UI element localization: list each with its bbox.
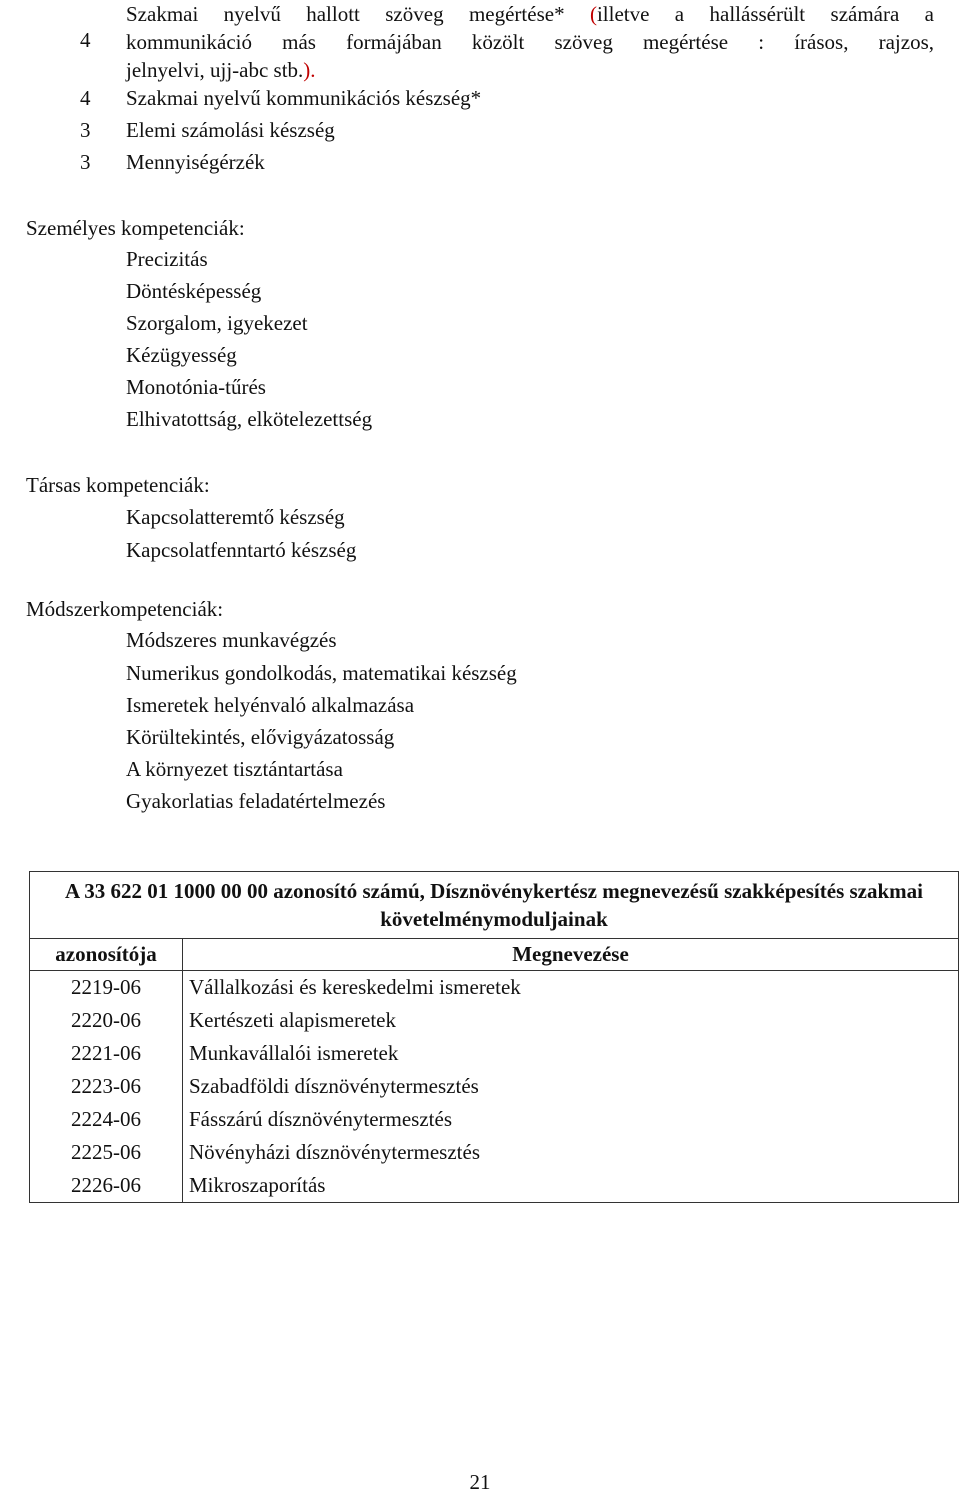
table-title: A 33 622 01 1000 00 00 azonosító számú, Dísznövénykertész megnevezésű szakképesítés szakmai követelménymoduljainak <box>30 872 959 939</box>
skill-label: Szakmai nyelvű kommunikációs készség* <box>126 86 482 110</box>
list-item: Numerikus gondolkodás, matematikai készség <box>126 661 517 685</box>
skill-line-3: jelnyelvi, ujj-abc stb.). <box>126 58 316 82</box>
red-parenthesis: ( <box>589 2 597 26</box>
module-code: 2219-06 <box>30 971 183 1005</box>
list-item: Elhivatottság, elkötelezettség <box>126 407 373 431</box>
table-row <box>30 1103 959 1136</box>
table-row <box>30 1037 959 1070</box>
skill-level: 4 <box>80 86 91 110</box>
skill-label: Elemi számolási készség <box>126 118 335 142</box>
table-row <box>30 1136 959 1169</box>
list-item: Döntésképesség <box>126 279 262 303</box>
module-code: 2223-06 <box>30 1070 183 1103</box>
module-code: 2225-06 <box>30 1136 183 1169</box>
list-item: Körültekintés, elővigyázatosság <box>126 725 395 749</box>
list-item: Monotónia-tűrés <box>126 375 266 399</box>
module-code: 2226-06 <box>30 1169 183 1203</box>
module-name: Kertészeti alapismeretek <box>183 1004 959 1037</box>
column-header-name: Megnevezése <box>183 939 959 971</box>
skill-line-1: Szakmai nyelvű hallott szöveg megértése* (illetve a hallássérült számára a <box>126 2 935 26</box>
modules-table <box>29 871 959 1203</box>
skill-label: Mennyiségérzék <box>126 150 265 174</box>
list-item: Szorgalom, igyekezet <box>126 311 308 335</box>
skill-paragraph <box>126 0 934 84</box>
skill-level: 4 <box>80 28 91 52</box>
list-item: Gyakorlatias feladatértelmezés <box>126 789 386 813</box>
column-header-id: azonosítója <box>30 939 183 971</box>
module-name: Munkavállalói ismeretek <box>183 1037 959 1070</box>
module-name: Növényházi dísznövénytermesztés <box>183 1136 959 1169</box>
section-heading-personal: Személyes kompetenciák: <box>26 216 245 240</box>
module-name: Mikroszaporítás <box>183 1169 959 1203</box>
module-name: Szabadföldi dísznövénytermesztés <box>183 1070 959 1103</box>
skill-level: 3 <box>80 118 91 142</box>
list-item: Kapcsolatfenntartó készség <box>126 538 357 562</box>
list-item: Precizitás <box>126 247 208 271</box>
skill-line-2: kommunikáció más formájában közölt szöveg megértése : írásos, rajzos, <box>126 30 934 54</box>
table-row <box>30 1004 959 1037</box>
red-parenthesis-close: ). <box>303 58 316 82</box>
list-item: Kézügyesség <box>126 343 237 367</box>
skill-level: 3 <box>80 150 91 174</box>
module-code: 2220-06 <box>30 1004 183 1037</box>
module-code: 2224-06 <box>30 1103 183 1136</box>
module-code: 2221-06 <box>30 1037 183 1070</box>
table-row <box>30 971 959 1005</box>
page-number: 21 <box>469 1470 491 1494</box>
section-heading-social: Társas kompetenciák: <box>26 473 210 497</box>
table-row <box>30 1070 959 1103</box>
section-heading-method: Módszerkompetenciák: <box>26 597 224 621</box>
list-item: Módszeres munkavégzés <box>126 628 337 652</box>
module-name: Vállalkozási és kereskedelmi ismeretek <box>183 971 959 1005</box>
list-item: Kapcsolatteremtő készség <box>126 505 345 529</box>
list-item: Ismeretek helyénvaló alkalmazása <box>126 693 415 717</box>
table-row <box>30 1169 959 1203</box>
module-name: Fásszárú dísznövénytermesztés <box>183 1103 959 1136</box>
list-item: A környezet tisztántartása <box>126 757 343 781</box>
